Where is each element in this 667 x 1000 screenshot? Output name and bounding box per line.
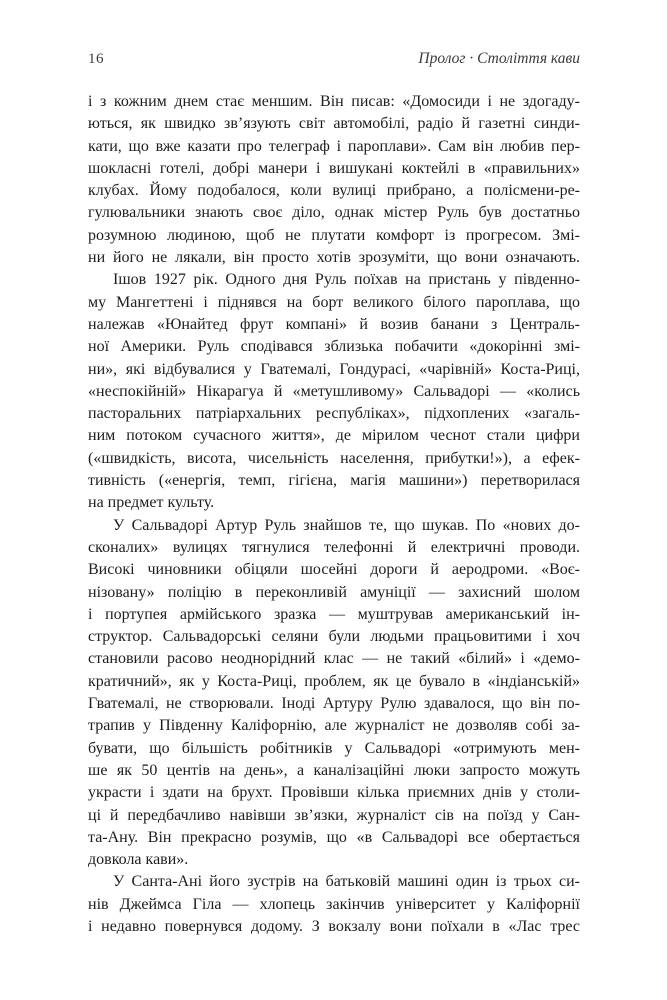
body-line: на предмет культу. xyxy=(88,494,215,512)
body-line: і з кожним днем стає меншим. Він писав: «Домосиди і не здогаду- xyxy=(88,93,580,110)
body-line: ше як 50 центів на день», а каналізаційні люки запросто можуть xyxy=(88,761,580,779)
body-line: («швидкість, висота, чисельність населення, прибутки!»), а ефек- xyxy=(88,449,580,467)
paragraph xyxy=(88,871,580,938)
body-line: становили расово неоднорідний клас — не такий «білий» і «демо- xyxy=(88,650,580,668)
body-line: Ішов 1927 рік. Одного дня Руль поїхав на пристань у південно- xyxy=(113,271,580,289)
body-line: ються, як швидко зв’язують світ автомобілі, радіо й газетні синди- xyxy=(88,115,580,133)
body-line: ної Америки. Руль сподівався зблизька побачити «докорінні змі- xyxy=(88,338,580,356)
body-line: кратичний», як у Коста-Риці, проблем, як це бувало в «індіанській» xyxy=(88,672,580,690)
body-line: тивність («енергія, темп, гігієна, магія машини») перетворилася xyxy=(88,472,580,490)
page-number: 16 xyxy=(88,51,104,67)
body-line: Гватемалі, не створювали. Іноді Артуру Рулю здавалося, що він по- xyxy=(88,695,580,713)
body-line: У Сальвадорі Артур Руль знайшов те, що шукав. По «нових до- xyxy=(113,516,580,534)
body-line: трапив у Південну Каліфорнію, але журналіст не дозволяв собі за- xyxy=(88,717,580,735)
body-line: му Мангеттені і піднявся на борт великого білого пароплава, що xyxy=(88,293,580,311)
body-line: «неспокійній» Нікарагуа й «метушливому» Сальвадорі — «колись xyxy=(88,382,580,400)
body-line: кати, що вже казати про телеграф і пароплави». Сам він любив пер- xyxy=(88,137,580,155)
body-line: сконалих» вулицях тягнулися телефонні й електричні проводи. xyxy=(88,538,580,556)
body-line: У Санта-Ані його зустрів на батьковій машині один із трьох си- xyxy=(113,873,580,891)
page-header xyxy=(88,50,580,68)
body-line: ним потоком сучасного життя», де мірилом чеснот стали цифри xyxy=(88,427,580,445)
body-line: ці й передбачливо навівши зв’язки, журналіст сів на поїзд у Сан- xyxy=(88,806,580,824)
body-line: структор. Сальвадорські селяни були людьми працьовитими і хоч xyxy=(88,628,580,646)
body-line: і недавно повернувся додому. З вокзалу вони поїхали в «Лас трес xyxy=(88,917,580,935)
paragraph xyxy=(88,515,580,872)
body-line: украсти і здати на брухт. Провівши кілька приємних днів у столи- xyxy=(88,784,580,802)
body-line: довкола кави». xyxy=(88,851,189,869)
text-block xyxy=(88,91,580,938)
body-line: бувати, що більшість робітників у Сальвадорі «отримують мен- xyxy=(88,739,580,757)
body-line: належав «Юнайтед фрут компані» й возив банани з Централь- xyxy=(88,315,580,333)
body-line: нів Джеймса Гіла — хлопець закінчив університет у Каліфорнії xyxy=(88,895,580,913)
body-line: розумною людиною, щоб не плутати комфорт із прогресом. Змі- xyxy=(88,226,580,244)
paragraph xyxy=(88,91,580,269)
body-line: та-Ану. Він прекрасно розумів, що «в Сальвадорі все обертається xyxy=(88,828,580,846)
body-line: нізовану» поліцію в переконливій амуніції — захисний шолом xyxy=(88,583,580,601)
paragraph xyxy=(88,269,580,514)
body-line: клубах. Йому подобалося, коли вулиці прибрано, а полісмени-ре- xyxy=(88,182,580,200)
body-line: ни», які відбувалися у Гватемалі, Гондурасі, «чарівній» Коста-Риці, xyxy=(88,360,580,378)
body-line: і портупея армійського зразка — муштрував американський ін- xyxy=(88,605,580,623)
running-head: Пролог · Століття кави xyxy=(418,50,580,67)
body-line: Високі чиновники обіцяли шосейні дороги й аеродроми. «Воє- xyxy=(88,561,580,579)
body-line: ни його не лякали, він просто хотів зрозуміти, що вони означають. xyxy=(88,249,580,267)
body-line: шокласні готелі, добрі манери і вишукані коктейлі в «правильних» xyxy=(88,159,580,177)
body-line: пасторальних патріархальних республіках», підхоплених «загаль- xyxy=(88,405,580,423)
body-line: гулювальники знають своє діло, однак містер Руль був достатньо xyxy=(88,204,580,222)
